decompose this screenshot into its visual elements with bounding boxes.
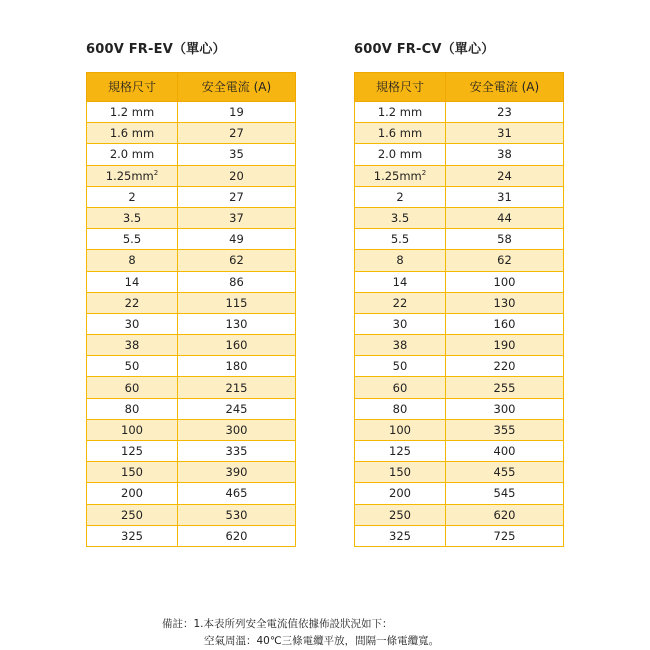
table-row <box>87 292 296 313</box>
size-cell <box>355 356 446 377</box>
size-cell <box>87 313 178 334</box>
table-row <box>355 229 564 250</box>
table-row <box>355 398 564 419</box>
table-row <box>87 398 296 419</box>
cell-text: 35 <box>229 147 244 162</box>
cell-text: 100 <box>493 274 516 289</box>
cell-text: 27 <box>229 189 244 204</box>
current-cell <box>446 441 564 462</box>
cell-text: 38 <box>497 147 512 162</box>
cell-text: 30 <box>392 316 408 331</box>
cell-text: 325 <box>121 528 143 543</box>
cell-text: 545 <box>493 486 516 501</box>
size-cell <box>355 102 446 123</box>
table-row <box>355 102 564 123</box>
size-cell <box>355 292 446 313</box>
cell-text: 86 <box>229 274 244 289</box>
size-cell <box>87 462 178 483</box>
current-cell <box>178 165 296 186</box>
current-cell <box>446 271 564 292</box>
header-row <box>355 73 564 102</box>
cell-text: 245 <box>225 401 248 416</box>
table-row <box>87 102 296 123</box>
current-cell <box>446 377 564 398</box>
cell-text: 465 <box>225 486 248 501</box>
col-header-current: 安全電流 (A) <box>178 73 296 102</box>
size-cell <box>87 525 178 546</box>
footnote <box>162 616 439 650</box>
cell-text: 44 <box>497 211 512 226</box>
current-cell <box>178 504 296 525</box>
size-cell <box>87 229 178 250</box>
current-cell <box>446 525 564 546</box>
cell-text: 390 <box>225 465 248 480</box>
size-cell <box>355 441 446 462</box>
cell-text: 58 <box>497 232 512 247</box>
size-cell <box>355 313 446 334</box>
current-cell <box>178 102 296 123</box>
table-row <box>355 123 564 144</box>
current-cell <box>446 483 564 504</box>
cell-text: 1.6 mm <box>109 126 155 141</box>
cell-text: 50 <box>124 359 140 374</box>
cell-text: 8 <box>128 253 136 268</box>
current-cell <box>178 123 296 144</box>
cell-text: 115 <box>225 295 248 310</box>
cell-text: 150 <box>121 465 143 480</box>
cell-text: 37 <box>229 211 244 226</box>
table-row <box>355 441 564 462</box>
cell-text: 180 <box>225 359 248 374</box>
cell-text: 38 <box>392 338 408 353</box>
table-row <box>87 250 296 271</box>
current-cell <box>446 419 564 440</box>
col-header-size: 規格尺寸 <box>87 73 178 102</box>
size-cell <box>87 398 178 419</box>
cell-text: 200 <box>121 486 143 501</box>
current-cell <box>178 335 296 356</box>
table-title-fr-cv: 600V FR-CV（單心） <box>354 42 495 57</box>
fr-cv-ampacity-table <box>354 72 564 547</box>
cell-text: 150 <box>389 465 411 480</box>
current-cell <box>178 229 296 250</box>
cell-text: 325 <box>389 528 411 543</box>
cell-text: 27 <box>229 126 244 141</box>
current-cell <box>446 313 564 334</box>
current-cell <box>178 419 296 440</box>
cell-text: 24 <box>497 168 512 183</box>
cell-text: 50 <box>392 359 408 374</box>
cell-text: 31 <box>497 126 512 141</box>
table-row <box>355 186 564 207</box>
cell-text: 100 <box>389 422 411 437</box>
table-row <box>355 525 564 546</box>
current-cell <box>178 398 296 419</box>
cell-text: 190 <box>493 338 516 353</box>
current-cell <box>446 335 564 356</box>
cell-text: 19 <box>229 105 244 120</box>
size-cell <box>355 483 446 504</box>
table-row <box>355 335 564 356</box>
size-cell <box>87 250 178 271</box>
cell-text: 1.2 mm <box>109 105 155 120</box>
cell-text: 530 <box>225 507 248 522</box>
table-row <box>87 462 296 483</box>
cell-text: 1.25mm <box>105 168 154 183</box>
col-header-size: 規格尺寸 <box>355 73 446 102</box>
table-row <box>87 229 296 250</box>
current-cell <box>178 271 296 292</box>
cell-text: 620 <box>225 528 248 543</box>
size-cell <box>355 335 446 356</box>
size-cell <box>355 398 446 419</box>
current-cell <box>178 186 296 207</box>
size-cell <box>87 144 178 165</box>
cell-text: 62 <box>497 253 512 268</box>
size-cell <box>87 441 178 462</box>
table-row <box>87 313 296 334</box>
table-row <box>87 207 296 228</box>
cell-text: 455 <box>493 465 516 480</box>
cell-text: 250 <box>121 507 143 522</box>
cell-text: 400 <box>493 444 516 459</box>
table-row <box>87 271 296 292</box>
size-cell <box>355 229 446 250</box>
cell-text: 22 <box>392 295 408 310</box>
current-cell <box>446 356 564 377</box>
current-cell <box>446 123 564 144</box>
size-cell <box>355 462 446 483</box>
current-cell <box>178 525 296 546</box>
cell-text: 5.5 <box>122 232 142 247</box>
cell-text: 335 <box>225 444 248 459</box>
size-cell <box>355 144 446 165</box>
size-cell <box>355 377 446 398</box>
header-row <box>87 73 296 102</box>
cell-text: 250 <box>389 507 411 522</box>
cell-text: 2 <box>396 189 404 204</box>
cell-text: 160 <box>493 316 516 331</box>
cell-text: 255 <box>493 380 516 395</box>
cell-text: 8 <box>396 253 404 268</box>
cell-text: 49 <box>229 232 244 247</box>
table-row <box>355 271 564 292</box>
cell-text: 30 <box>124 316 140 331</box>
current-cell <box>178 462 296 483</box>
cell-text: 2.0 mm <box>109 147 155 162</box>
cell-text: 200 <box>389 486 411 501</box>
size-cell <box>355 271 446 292</box>
cell-text: 130 <box>225 316 248 331</box>
current-cell <box>446 398 564 419</box>
current-cell <box>178 377 296 398</box>
size-cell <box>87 123 178 144</box>
size-cell <box>355 419 446 440</box>
cell-text: 725 <box>493 528 516 543</box>
current-cell <box>446 207 564 228</box>
cell-text: 300 <box>225 422 248 437</box>
cell-text: 620 <box>493 507 516 522</box>
col-header-current: 安全電流 (A) <box>446 73 564 102</box>
cell-text: 1.2 mm <box>377 105 423 120</box>
footnote-line-1: 備註：1.本表所列安全電流值依據佈設狀況如下： <box>162 618 393 630</box>
cell-text: 80 <box>124 401 140 416</box>
size-cell <box>87 186 178 207</box>
cell-text: 2.0 mm <box>377 147 423 162</box>
table-row <box>87 525 296 546</box>
current-cell <box>178 313 296 334</box>
table-row <box>355 250 564 271</box>
table-row <box>355 207 564 228</box>
table-row <box>87 356 296 377</box>
table-row <box>355 504 564 525</box>
cell-text: 220 <box>493 359 516 374</box>
table-row <box>87 123 296 144</box>
cell-text: 160 <box>225 338 248 353</box>
table-row <box>355 377 564 398</box>
footnote-line-2: 空氣周溫：40℃三條電纜平放，間隔一條電纜寬。 <box>204 635 440 647</box>
size-cell <box>355 123 446 144</box>
cell-text: 2 <box>128 189 136 204</box>
current-cell <box>446 292 564 313</box>
current-cell <box>446 144 564 165</box>
cell-text: 1.25mm <box>373 168 422 183</box>
cell-text: 1.6 mm <box>377 126 423 141</box>
cell-text: 14 <box>124 274 140 289</box>
size-cell <box>355 186 446 207</box>
table-row <box>87 483 296 504</box>
current-cell <box>446 186 564 207</box>
superscript-2: 2 <box>153 168 159 177</box>
current-cell <box>178 250 296 271</box>
cell-text: 38 <box>124 338 140 353</box>
cell-text: 14 <box>392 274 408 289</box>
table-row <box>87 441 296 462</box>
current-cell <box>178 144 296 165</box>
cell-text: 130 <box>493 295 516 310</box>
table-row <box>87 186 296 207</box>
current-cell <box>446 165 564 186</box>
current-cell <box>178 356 296 377</box>
table-row <box>87 504 296 525</box>
size-cell <box>87 504 178 525</box>
current-cell <box>446 462 564 483</box>
size-cell <box>355 250 446 271</box>
table-row <box>87 144 296 165</box>
current-cell <box>178 483 296 504</box>
size-cell <box>87 271 178 292</box>
superscript-2: 2 <box>421 168 427 177</box>
current-cell <box>178 292 296 313</box>
cell-text: 3.5 <box>122 211 142 226</box>
cell-text: 62 <box>229 253 244 268</box>
table-row <box>355 419 564 440</box>
size-cell <box>87 377 178 398</box>
current-cell <box>446 504 564 525</box>
cell-text: 31 <box>497 189 512 204</box>
cell-text: 60 <box>124 380 140 395</box>
fr-ev-ampacity-table <box>86 72 296 547</box>
cell-text: 300 <box>493 401 516 416</box>
table-row <box>355 483 564 504</box>
current-cell <box>446 229 564 250</box>
cell-text: 80 <box>392 401 408 416</box>
cell-text: 125 <box>389 444 411 459</box>
size-cell <box>87 165 178 186</box>
cell-text: 5.5 <box>390 232 410 247</box>
table-row <box>355 144 564 165</box>
cell-text: 125 <box>121 444 143 459</box>
cell-text: 20 <box>229 168 244 183</box>
size-cell <box>87 335 178 356</box>
current-cell <box>446 102 564 123</box>
current-cell <box>178 441 296 462</box>
table-row <box>87 165 296 186</box>
cell-text: 3.5 <box>390 211 410 226</box>
current-cell <box>178 207 296 228</box>
cell-text: 100 <box>121 422 143 437</box>
table-row <box>355 356 564 377</box>
cell-text: 60 <box>392 380 408 395</box>
table-row <box>87 419 296 440</box>
size-cell <box>87 419 178 440</box>
cell-text: 355 <box>493 422 516 437</box>
table-row <box>355 292 564 313</box>
size-cell <box>87 207 178 228</box>
size-cell <box>355 504 446 525</box>
table-title-fr-ev: 600V FR-EV（單心） <box>86 42 226 57</box>
table-row <box>87 377 296 398</box>
table-row <box>355 462 564 483</box>
size-cell <box>355 207 446 228</box>
size-cell <box>87 292 178 313</box>
cell-text: 23 <box>497 105 512 120</box>
current-cell <box>446 250 564 271</box>
cell-text: 22 <box>124 295 140 310</box>
size-cell <box>87 483 178 504</box>
size-cell <box>355 165 446 186</box>
size-cell <box>87 356 178 377</box>
table-row <box>355 313 564 334</box>
table-row <box>355 165 564 186</box>
size-cell <box>87 102 178 123</box>
table-row <box>87 335 296 356</box>
cell-text: 215 <box>225 380 248 395</box>
size-cell <box>355 525 446 546</box>
